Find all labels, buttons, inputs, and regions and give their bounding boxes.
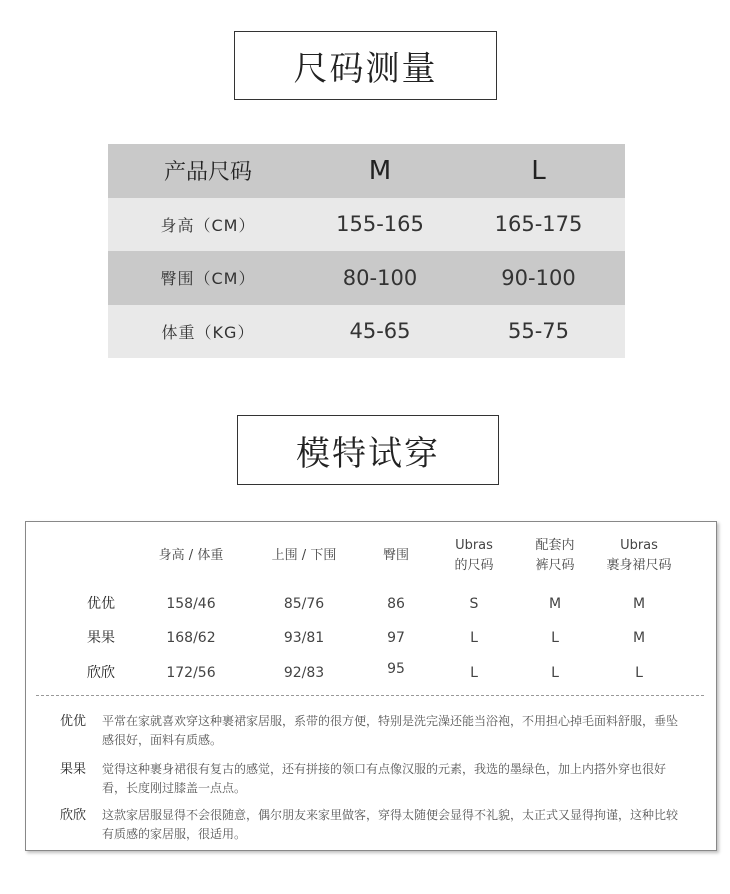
header-upper-lower: 上围 / 下围 <box>271 548 337 563</box>
model-upper-lower: 93/81 <box>283 630 325 646</box>
size-chart-cell-m: 155-165 <box>336 212 424 237</box>
model-fitting-title <box>237 415 499 485</box>
size-chart-cell-m: 80-100 <box>342 265 418 290</box>
size-measurement-title-text: 尺码测量 <box>293 49 438 89</box>
comment-text: 平常在家就喜欢穿这种裹裙家居服，系带的很方便，特别是洗完澡还能当浴袍，不用担心掉毛面料舒服，垂坠感很好，面料有质感。 <box>102 714 679 747</box>
header-skirt-size <box>593 536 685 576</box>
header-skirt-line2: 裹身裙尺码 <box>606 558 672 573</box>
model-name: 欣欣 <box>87 665 115 681</box>
comment-text: 觉得这种裹身裙很有复古的感觉，还有拼接的领口有点像汉服的元素，我选的墨绿色，加上内搭外穿也很好看，长度刚过膝盖一点点。 <box>102 762 667 795</box>
header-ubras-line2: 的尺码 <box>454 558 494 573</box>
size-chart-header-row <box>108 144 625 198</box>
size-chart-cell-l: 90-100 <box>501 265 576 290</box>
size-chart-row-weight <box>108 305 625 359</box>
header-skirt-line1: Ubras <box>620 538 658 553</box>
model-pants-size: L <box>551 665 559 681</box>
size-chart-row-height <box>108 198 625 252</box>
model-skirt-size: L <box>635 665 643 681</box>
model-name: 果果 <box>87 630 115 646</box>
comment-author: 果果 <box>60 762 87 777</box>
model-comment <box>60 806 680 844</box>
size-chart-row-label: 臀围（CM） <box>160 269 256 289</box>
size-measurement-title <box>234 31 497 100</box>
size-chart-cell-m: 45-65 <box>349 319 411 344</box>
model-skirt-size: M <box>632 630 646 646</box>
model-height-weight: 172/56 <box>166 665 216 681</box>
model-height-weight: 168/62 <box>166 630 216 646</box>
size-chart-row-hip <box>108 251 625 305</box>
header-height-weight: 身高 / 体重 <box>158 548 224 563</box>
size-chart-cell-l: 165-175 <box>494 212 583 237</box>
model-fitting-panel <box>25 521 717 851</box>
model-comment <box>60 760 680 798</box>
header-hip: 臀围 <box>382 548 409 563</box>
model-upper-lower: 92/83 <box>283 665 325 681</box>
model-ubras-size: L <box>470 665 478 681</box>
header-ubras-line1: Ubras <box>455 538 493 553</box>
model-upper-lower: 85/76 <box>283 596 325 612</box>
size-chart-table <box>108 144 625 358</box>
comment-author: 欣欣 <box>60 808 87 823</box>
size-chart-header-l: L <box>531 155 546 186</box>
size-chart-row-label: 体重（KG） <box>161 322 255 342</box>
model-hip: 86 <box>387 596 405 612</box>
model-name: 优优 <box>87 596 115 612</box>
model-ubras-size: L <box>470 630 478 646</box>
comment-text: 这款家居服显得不会很随意，偶尔朋友来家里做客，穿得太随便会显得不礼貌，太正式又显得拘谨，这种比较有质感的家居服，很适用。 <box>102 808 679 841</box>
header-pants-line1: 配套内 <box>535 538 575 553</box>
dashed-divider <box>36 695 704 696</box>
model-hip: 95 <box>387 661 405 677</box>
header-pants-line2: 裤尺码 <box>535 558 575 573</box>
model-fitting-title-text: 模特试穿 <box>296 433 440 474</box>
model-comment <box>60 712 680 750</box>
header-ubras-size <box>439 536 509 576</box>
comment-author: 优优 <box>60 714 87 729</box>
model-skirt-size: M <box>632 596 646 612</box>
size-chart-row-label: 身高（CM） <box>160 215 256 235</box>
model-hip: 97 <box>387 630 405 646</box>
size-chart-header-m: M <box>368 155 392 186</box>
model-ubras-size: S <box>469 596 479 612</box>
size-chart-cell-l: 55-75 <box>507 319 570 344</box>
size-chart-header-label: 产品尺码 <box>163 160 252 186</box>
model-table-header <box>26 536 716 576</box>
model-pants-size: M <box>548 596 562 612</box>
model-pants-size: L <box>551 630 559 646</box>
model-height-weight: 158/46 <box>166 596 216 612</box>
header-pants-size <box>520 536 590 576</box>
